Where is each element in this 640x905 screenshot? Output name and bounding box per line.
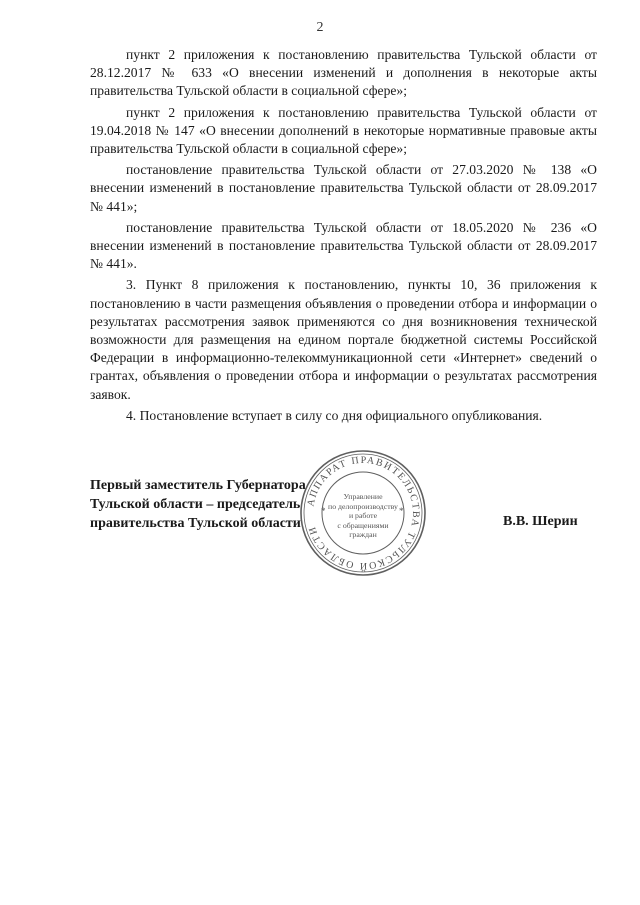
page-number: 2 [316, 20, 324, 35]
seal-center-text: Управление по делопроизводству и работе с обращениями граждан [328, 492, 398, 540]
signature-title-line-2: Тульской области – председатель [90, 497, 301, 512]
paragraph-item-3: 3. Пункт 8 приложения к постановлению, пункты 10, 36 приложения к постановлению в части размещения объявления о проведении отбора и информации о результатах рассмотрения заявок применяются со дня возникновения технической возможности для размещения на едином портале бюджетной системы Российской Федерации в информационно-телекоммуникационной сети «Интернет» сведений о грантах, объявления о проведении отбора и информации о результатах рассмотрения заявок. [90, 277, 597, 402]
paragraph-amendment-633: пункт 2 приложения к постановлению правительства Тульской области от 28.12.2017 № 633 «О внесении изменений и дополнения в некоторые акты правительства Тульской области в социальной сфере»; [90, 47, 597, 99]
paragraph-resolution-236: постановление правительства Тульской области от 18.05.2020 № 236 «О внесении изменений в постановление правительства Тульской области от 28.09.2017 № 441». [90, 219, 597, 272]
paragraph-resolution-138: постановление правительства Тульской области от 27.03.2020 № 138 «О внесении изменений в постановление правительства Тульской области от 28.09.2017 № 441»; [90, 162, 597, 214]
paragraph-item-4: 4. Постановление вступает в силу со дня официального опубликования. [126, 407, 543, 423]
svg-text:*: * [321, 506, 326, 516]
document-body [90, 46, 597, 428]
signature-title-line-3: правительства Тульской области [90, 516, 301, 531]
seal-ring-text: АППАРАТ ПРАВИТЕЛЬСТВА ТУЛЬСКОЙ ОБЛАСТИ [305, 454, 422, 572]
paragraph-amendment-147: пункт 2 приложения к постановлению правительства Тульской области от 19.04.2018 № 147 «О внесении дополнений в некоторые нормативные правовые акты правительства Тульской области в социальной сфере»; [90, 104, 597, 157]
signer-name: В.В. Шерин [503, 514, 578, 529]
svg-text:*: * [399, 506, 404, 516]
signature-title-line-1: Первый заместитель Губернатора [90, 478, 306, 493]
signature-title-block [90, 476, 330, 533]
official-seal [298, 448, 428, 578]
